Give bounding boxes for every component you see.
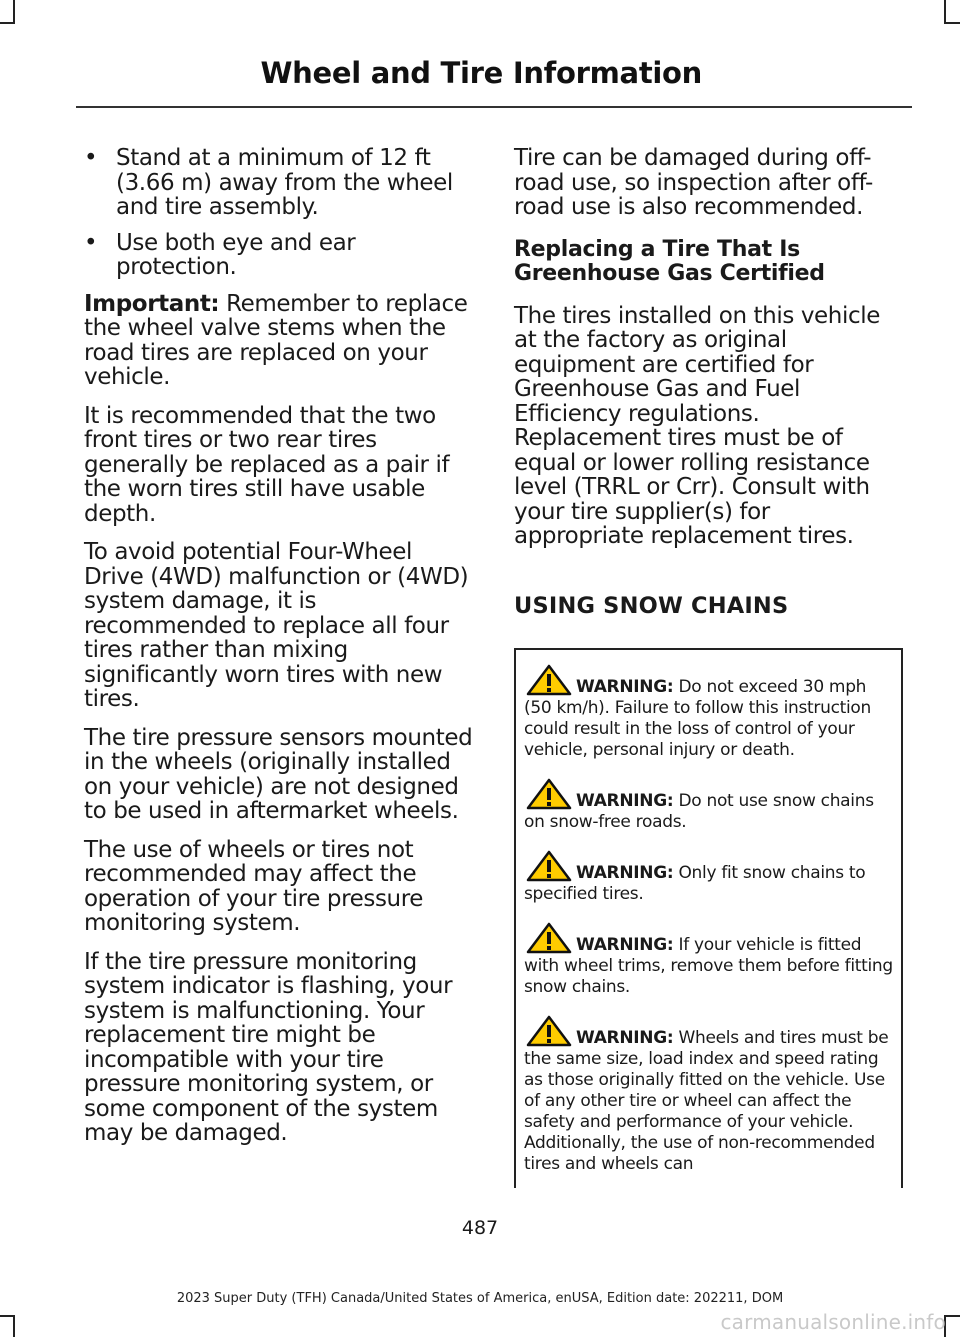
warning-triangle-icon	[526, 922, 572, 954]
paragraph: The tire pressure sensors mounted in the wheels (originally installed on your vehicle) are not designed to be used in aftermarket wheels.	[84, 724, 473, 824]
warning-item	[524, 778, 895, 833]
left-column	[84, 146, 476, 1160]
crop-mark	[944, 1315, 960, 1317]
paragraph: If the tire pressure monitoring system indicator is flashing, your system is malfunctioning. Your replacement tire might be incompatible with your tire pressure monitoring system, or some component of the system may be damaged.	[84, 948, 453, 1146]
list-item-text: Stand at a minimum of 12 ft (3.66 m) away from the wheel and tire assembly.	[116, 145, 453, 220]
crop-mark	[944, 22, 960, 24]
list-item-text: Use both eye and ear protection.	[116, 229, 356, 280]
list-item: • Stand at a minimum of 12 ft (3.66 m) away from the wheel and tire assembly.	[84, 145, 453, 220]
warning-triangle-icon	[526, 1015, 572, 1047]
warning-item	[524, 1015, 895, 1175]
warning-text: Only fit snow chains to specified tires.	[524, 863, 866, 904]
warning-item	[524, 664, 895, 761]
watermark: carmanualsonline.info	[720, 1310, 946, 1334]
warning-box	[514, 648, 903, 1188]
bullet-list	[84, 146, 476, 280]
warning-label: WARNING:	[576, 863, 674, 883]
crop-mark	[944, 0, 946, 22]
warning-item	[524, 922, 895, 998]
crop-mark	[13, 0, 15, 22]
warning-text: If your vehicle is fitted with wheel trims, remove them before fitting snow chains.	[524, 935, 893, 997]
warning-item	[524, 850, 895, 905]
important-text: Remember to replace the wheel valve stems when the road tires are replaced on your vehicle.	[84, 290, 468, 390]
header-divider	[76, 106, 912, 108]
section-heading: USING SNOW CHAINS	[514, 592, 789, 619]
warning-text: Do not use snow chains on snow-free roads.	[524, 791, 874, 832]
footer: 2023 Super Duty (TFH) Canada/United States of America, enUSA, Edition date: 202211, DOM	[176, 1291, 784, 1306]
warning-text: Wheels and tires must be the same size, load index and speed rating as those originally fitted on the vehicle. Use of any other tire or wheel can affect the safety and performance of your vehicle. Additionally, the use of non-recommended tires and wheels can	[524, 1028, 889, 1174]
important-note	[84, 292, 476, 390]
paragraph: It is recommended that the two front tires or two rear tires generally be replaced as a pair if the worn tires still have usable depth.	[84, 402, 450, 527]
list-item: • Use both eye and ear protection.	[84, 229, 356, 280]
warning-triangle-icon	[526, 778, 572, 810]
warning-label: WARNING:	[576, 677, 674, 697]
warning-label: WARNING:	[576, 935, 674, 955]
paragraph: Tire can be damaged during off-road use, so inspection after off-road use is also recommended.	[514, 145, 873, 220]
paragraph: The tires installed on this vehicle at the factory as original equipment are certified for Greenhouse Gas and Fuel Efficiency regulations. Replacement tires must be of equal or lower rolling resistance level (TRRL or Crr). Consult with your tire supplier(s) for appropriate replacement tires.	[514, 302, 880, 549]
page-title: Wheel and Tire Information	[260, 56, 702, 90]
warning-triangle-icon	[526, 664, 572, 696]
right-column	[514, 146, 906, 657]
crop-mark	[0, 22, 15, 24]
page-number: 487	[461, 1217, 499, 1239]
crop-mark	[13, 1315, 15, 1337]
crop-mark	[0, 1315, 15, 1317]
warning-text: Do not exceed 30 mph (50 km/h). Failure to follow this instruction could result in the loss of control of your vehicle, personal injury or death.	[524, 677, 871, 760]
warning-label: WARNING:	[576, 791, 674, 811]
warning-triangle-icon	[526, 850, 572, 882]
important-label: Important:	[84, 290, 220, 317]
paragraph: The use of wheels or tires not recommended may affect the operation of your tire pressure monitoring system.	[84, 836, 424, 936]
subheading: Replacing a Tire That Is Greenhouse Gas Certified	[514, 236, 825, 286]
warning-label: WARNING:	[576, 1028, 674, 1048]
paragraph: To avoid potential Four-Wheel Drive (4WD) malfunction or (4WD) system damage, it is recommended to replace all four tires rather than mixing significantly worn tires with new tires.	[84, 539, 469, 712]
